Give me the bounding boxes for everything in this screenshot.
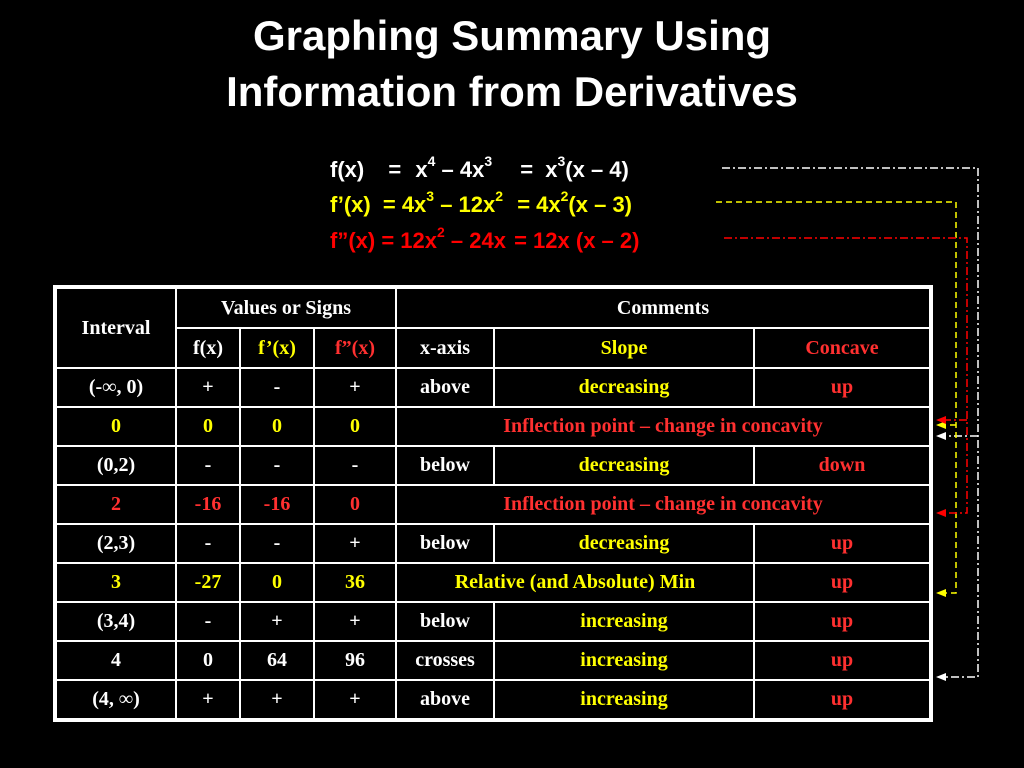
- concave-cell: up: [754, 563, 930, 602]
- fpp-cell: 96: [314, 641, 396, 680]
- xaxis-cell: above: [396, 368, 494, 407]
- f-cell: 0: [176, 407, 240, 446]
- fp-form1-a: = 4x: [382, 192, 427, 217]
- table-row: [56, 524, 930, 563]
- header-concave: Concave: [754, 328, 930, 368]
- fpp-lhs: f”(x) = 12x: [330, 228, 437, 253]
- interval-cell: (2,3): [56, 524, 176, 563]
- title-line-2: Information from Derivatives: [226, 68, 798, 115]
- slope-cell: decreasing: [494, 368, 754, 407]
- interval-cell: 2: [56, 485, 176, 524]
- table-row: [56, 407, 930, 446]
- fp-cell: 64: [240, 641, 314, 680]
- slope-cell: increasing: [494, 641, 754, 680]
- fpp-lhs-exp: 2: [437, 224, 445, 240]
- red-arrow-2: [936, 509, 946, 517]
- comment-cell: Inflection point – change in concavity: [396, 407, 930, 446]
- slope-cell: increasing: [494, 680, 754, 719]
- header-fx: f(x): [176, 328, 240, 368]
- interval-cell: 0: [56, 407, 176, 446]
- table-row: [56, 368, 930, 407]
- fp-cell: -: [240, 368, 314, 407]
- interval-cell: 3: [56, 563, 176, 602]
- header-fppx: f”(x): [314, 328, 396, 368]
- fp-cell: +: [240, 602, 314, 641]
- fpp-cell: +: [314, 680, 396, 719]
- fp-cell: -: [240, 524, 314, 563]
- fp-cell: +: [240, 680, 314, 719]
- f-cell: -: [176, 524, 240, 563]
- header-fpx: f’(x): [240, 328, 314, 368]
- interval-cell: (-∞, 0): [56, 368, 176, 407]
- xaxis-cell: below: [396, 602, 494, 641]
- header-comments: Comments: [396, 288, 930, 328]
- table-row: [56, 563, 930, 602]
- f-form2-a-exp: 3: [557, 153, 566, 169]
- white-arrow-4: [936, 673, 946, 681]
- concave-cell: up: [754, 368, 930, 407]
- f-cell: +: [176, 368, 240, 407]
- header-xaxis: x-axis: [396, 328, 494, 368]
- slope-cell: decreasing: [494, 446, 754, 485]
- white-arrow-0: [936, 432, 946, 440]
- fpp-form2: = 12x (x – 2): [514, 228, 640, 253]
- f-cell: +: [176, 680, 240, 719]
- f-form1-a-exp: 4: [427, 153, 436, 169]
- fp-cell: 0: [240, 563, 314, 602]
- table-row: [56, 602, 930, 641]
- concave-cell: up: [754, 680, 930, 719]
- table-row: [56, 485, 930, 524]
- fp-form2-a-exp: 2: [560, 188, 569, 204]
- interval-cell: 4: [56, 641, 176, 680]
- f-form2-b: (x – 4): [565, 157, 629, 182]
- f-cell: -: [176, 602, 240, 641]
- f-cell: -27: [176, 563, 240, 602]
- f-lhs: f(x): [330, 157, 365, 182]
- fp-form2-b: (x – 3): [568, 192, 633, 217]
- header-interval: Interval: [56, 288, 176, 368]
- fpp-cell: +: [314, 602, 396, 641]
- f-cell: -: [176, 446, 240, 485]
- fpp-cell: +: [314, 368, 396, 407]
- title-line-1: Graphing Summary Using: [252, 12, 772, 59]
- fpp-cell: 0: [314, 485, 396, 524]
- yellow-arrow-3: [936, 589, 946, 597]
- f-form1-b: – 4x: [435, 157, 485, 182]
- comment-cell: Relative (and Absolute) Min: [396, 563, 754, 602]
- f-cell: -16: [176, 485, 240, 524]
- fp-form2-a: = 4x: [517, 192, 561, 217]
- fpp-form1-b: – 24x: [444, 228, 506, 253]
- summary-table: [55, 287, 931, 720]
- concave-cell: up: [754, 602, 930, 641]
- table-row: [56, 641, 930, 680]
- interval-cell: (4, ∞): [56, 680, 176, 719]
- xaxis-cell: crosses: [396, 641, 494, 680]
- interval-cell: (3,4): [56, 602, 176, 641]
- table-row: [56, 446, 930, 485]
- fp-cell: 0: [240, 407, 314, 446]
- fpp-cell: -: [314, 446, 396, 485]
- xaxis-cell: above: [396, 680, 494, 719]
- red-arrow-0: [936, 416, 946, 424]
- f-equals-2: =: [520, 157, 534, 182]
- fpp-cell: 0: [314, 407, 396, 446]
- concave-cell: down: [754, 446, 930, 485]
- f-form1-b-exp: 3: [484, 153, 493, 169]
- slope-cell: decreasing: [494, 524, 754, 563]
- comment-cell: Inflection point – change in concavity: [396, 485, 930, 524]
- table-row: [56, 680, 930, 719]
- fp-form1-b-exp: 2: [495, 188, 504, 204]
- f-equals-1: =: [388, 157, 402, 182]
- fp-cell: -: [240, 446, 314, 485]
- fpp-cell: +: [314, 524, 396, 563]
- concave-cell: up: [754, 524, 930, 563]
- fp-form1-a-exp: 3: [426, 188, 435, 204]
- interval-cell: (0,2): [56, 446, 176, 485]
- concave-cell: up: [754, 641, 930, 680]
- xaxis-cell: below: [396, 446, 494, 485]
- xaxis-cell: below: [396, 524, 494, 563]
- fpp-cell: 36: [314, 563, 396, 602]
- header-slope: Slope: [494, 328, 754, 368]
- f-form2-a: x: [545, 157, 558, 182]
- f-form1-a: x: [415, 157, 428, 182]
- fp-cell: -16: [240, 485, 314, 524]
- header-values-or-signs: Values or Signs: [176, 288, 396, 328]
- slope-cell: increasing: [494, 602, 754, 641]
- fp-lhs: f’(x): [330, 192, 371, 217]
- f-cell: 0: [176, 641, 240, 680]
- fp-form1-b: – 12x: [434, 192, 496, 217]
